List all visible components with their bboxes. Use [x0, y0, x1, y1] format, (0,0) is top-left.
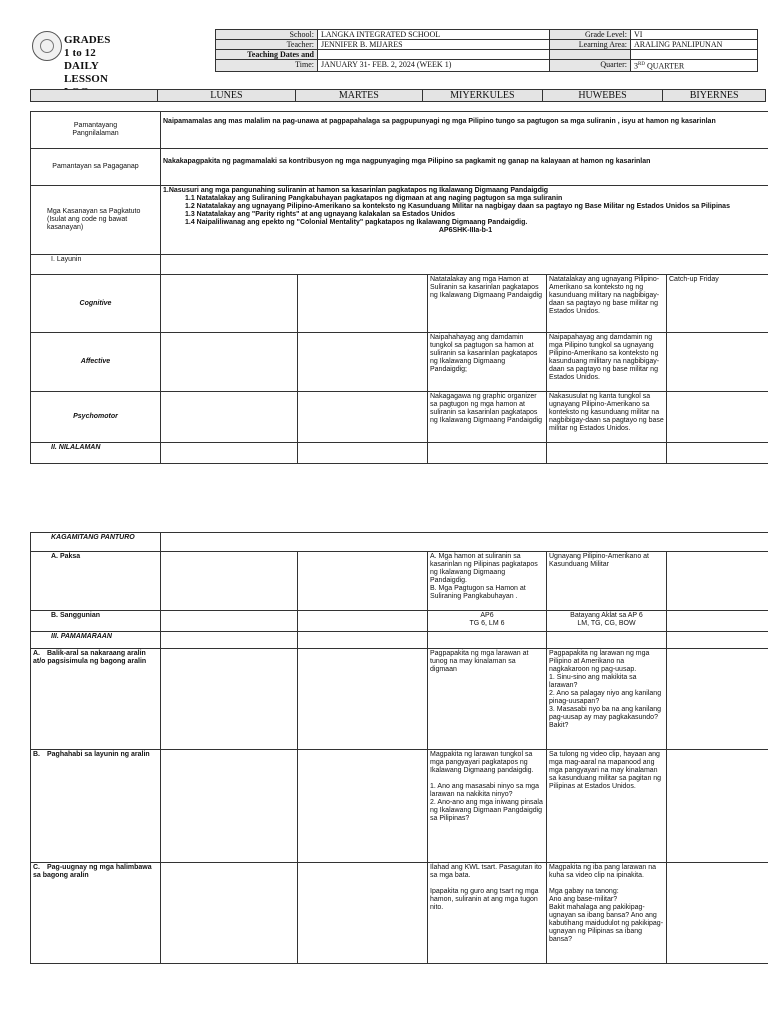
- step-c-miyerkules: Ilahad ang KWL tsart. Pasagutan ito sa mga bata. Ipapakita ng guro ang tsart ng mga hamon, suliranin at ang mga tugon nito.: [428, 863, 547, 964]
- pamamaraan-label: III. PAMAMARAAN: [31, 632, 161, 649]
- paksa-martes: [298, 552, 428, 611]
- cognitive-label: Cognitive: [31, 275, 161, 333]
- content-standard-label: [31, 112, 161, 149]
- step-a-huwebes: Pagpapakita ng larawan ng mga Pilipino at Amerikano na nagkakaroon ng pag-uusap. 1. Sinu-sino ang makikita sa larawan? 2. Ano sa palagay niyo ang kanilang pinag-uusapan? 3. Masasabi nyo ba na ang kanilang pag-uusap ay may pagkakasundo? Bakit?: [547, 649, 667, 750]
- pamamaraan-huwebes: [547, 632, 667, 649]
- content-standard-label-1: Pamantayang: [73, 122, 118, 129]
- psychomotor-miyerkules: Nakagagawa ng graphic organizer sa pagtugon ng mga hamon at suliranin sa kasarinlan pagkatapos ng Ikalawang Digmaang Pandaigdig: [428, 392, 547, 443]
- cognitive-huwebes: Natatalakay ang ugnayang Pilipino-Amerikano sa konteksto ng ng kasunduang military na nagbibigay-daan sa pagtayo ng base militar ng Estados Unidos.: [547, 275, 667, 333]
- area-label: Learning Area:: [550, 40, 631, 50]
- title-line-2: DAILY LESSON: [64, 60, 109, 85]
- day-martes: MARTES: [295, 90, 422, 102]
- step-b-label: [31, 750, 161, 863]
- cognitive-lunes: [161, 275, 298, 333]
- paksa-huwebes: Ugnayang Pilipino-Amerikano at Kasunduang Militar: [547, 552, 667, 611]
- step-a-miyerkules: Pagpapakita ng mga larawan at tunog na may kinalaman sa digmaan: [428, 649, 547, 750]
- step-c-biyernes: [667, 863, 768, 964]
- affective-miyerkules: Naipahahayag ang damdamin tungkol sa pagtugon sa hamon at suliranin sa kasarinlan pagkatapos ng Ikalawang Digmaang Pandaigdig;: [428, 333, 547, 392]
- affective-lunes: [161, 333, 298, 392]
- step-c-huwebes: Magpakita ng iba pang larawan na kuha sa video clip na ipinakita. Mga gabay na tanong: Ano ang base-militar? Bakit mahalaga ang pakikipag-ugnayan sa ibang bansa? Ano ang kabutihang maidudulot ng pakikipag-ugnayan ng Pilipinas sa ibang bansa?: [547, 863, 667, 964]
- content-standard-label-2: Pangnilalaman: [72, 130, 119, 137]
- sanggunian-wed-line-1: AP6: [480, 612, 494, 619]
- nilalaman-label: II. NILALAMAN: [31, 443, 161, 464]
- step-b-huwebes: Sa tulong ng video clip, hayaan ang mga mag-aaral na mapanood ang mga pangyayari na may kinalaman sa kasunduang militar sa pagitan ng Pilipinas at Estados Unidos.: [547, 750, 667, 863]
- psychomotor-martes: [298, 392, 428, 443]
- sanggunian-thu-line-2: LM, TG, CG, BOW: [577, 620, 636, 627]
- title-line-1: GRADES 1 to 12: [64, 34, 111, 59]
- step-c-number: C.: [33, 864, 40, 871]
- affective-label: Affective: [31, 333, 161, 392]
- day-header-blank: [31, 90, 158, 102]
- pamamaraan-miyerkules: [428, 632, 547, 649]
- day-lunes: LUNES: [158, 90, 295, 102]
- competency-item-3: 1.3 Natatalakay ang "Parity rights" at ang ugnayang kalakalan sa Estados Unidos: [185, 211, 456, 218]
- deped-seal-icon: [32, 31, 62, 61]
- quarter-value: [631, 60, 758, 72]
- cognitive-martes: [298, 275, 428, 333]
- nilalaman-martes: [298, 443, 428, 464]
- lesson-grid-top: [30, 111, 768, 464]
- dates-blank: [318, 50, 550, 60]
- nilalaman-huwebes: [547, 443, 667, 464]
- step-a-text: Balik-aral sa nakaraang aralin at/o pagsisimula ng bagong aralin: [33, 650, 147, 665]
- performance-standard-label: Pamantayan sa Pagaganap: [31, 149, 161, 186]
- sanggunian-biyernes: [667, 611, 768, 632]
- cognitive-miyerkules: Natatalakay ang mga Hamon at Suliranin sa kasarinlan pagkatapos ng Ikalawang Digmaang Pandaigdig: [428, 275, 547, 333]
- cognitive-biyernes: Catch-up Friday: [667, 275, 768, 333]
- sanggunian-label: B. Sanggunian: [31, 611, 161, 632]
- competency-item-2: 1.2 Natatalakay ang ugnayang Pilipino-Amerikano sa konteksto ng Kasunduang Militar na nagbigay daan sa pagtayo ng Base Militar ng Estados Unidos sa Pilipinas: [185, 203, 730, 210]
- psychomotor-lunes: [161, 392, 298, 443]
- step-b-martes: [298, 750, 428, 863]
- performance-standard-text: Nakakapagpakita ng pagmamalaki sa kontribusyon ng mga nagpunyaging mga Pilipino sa pagkamit ng ganap na kalayaan at hamon ng kasarinlan: [161, 149, 768, 186]
- paksa-biyernes: [667, 552, 768, 611]
- dates-value: JANUARY 31- FEB. 2, 2024 (WEEK 1): [318, 60, 550, 72]
- layunin-blank: [161, 255, 768, 275]
- quarter-superscript: RD: [638, 62, 645, 67]
- step-c-martes: [298, 863, 428, 964]
- competency-code: AP6SHK-IIIa-b-1: [438, 227, 493, 234]
- day-biyernes: BIYERNES: [663, 90, 766, 102]
- step-c-label: [31, 863, 161, 964]
- nilalaman-lunes: [161, 443, 298, 464]
- psychomotor-label: Psychomotor: [31, 392, 161, 443]
- grade-label: Grade Level:: [550, 30, 631, 40]
- content-standard-text: Naipamamalas ang mas malalim na pag-unawa at pagpapahalaga sa pagpupunyagi ng mga Pilipino tungo sa pagtugon sa mga suliranin , isyu at hamon ng kasarinlan: [161, 112, 768, 149]
- step-c-lunes: [161, 863, 298, 964]
- step-a-biyernes: [667, 649, 768, 750]
- grade-value: VI: [631, 30, 758, 40]
- day-huwebes: HUWEBES: [542, 90, 663, 102]
- step-c-text: Pag-uugnay ng mga halimbawa sa bagong aralin: [33, 864, 152, 879]
- affective-biyernes: [667, 333, 768, 392]
- step-b-text: Paghahabi sa layunin ng aralin: [47, 751, 150, 758]
- pamamaraan-martes: [298, 632, 428, 649]
- psychomotor-huwebes: Nakasusulat ng kanta tungkol sa ugnayang Pilipino-Amerikano sa konteksto ng kasunduang militar na nagbibigay-daan sa pagtayo ng base militar ng Estados Unidos.: [547, 392, 667, 443]
- quarter-number: 3: [634, 61, 638, 71]
- blank-label: [550, 50, 631, 60]
- pamamaraan-biyernes: [667, 632, 768, 649]
- competency-label: Mga Kasanayan sa Pagkatuto (Isulat ang code ng bawat kasanayan): [31, 186, 161, 255]
- step-a-number: A.: [33, 650, 40, 657]
- step-b-biyernes: [667, 750, 768, 863]
- quarter-label: Quarter:: [550, 60, 631, 72]
- lesson-grid-bottom: [30, 532, 768, 964]
- dates-label-1: Teaching Dates and: [216, 50, 318, 60]
- info-table: [215, 29, 758, 72]
- psychomotor-biyernes: [667, 392, 768, 443]
- paksa-label: A. Paksa: [31, 552, 161, 611]
- affective-huwebes: Naipapahayag ang damdamin ng mga Pilipino tungkol sa ugnayang Pilipino-Amerikano sa konteksto ng kasunduang military na nagbibigay-daan sa pagtayo ng base militar ng Estados Unidos.: [547, 333, 667, 392]
- sanggunian-martes: [298, 611, 428, 632]
- layunin-label: I. Layunin: [31, 255, 161, 275]
- quarter-word: QUARTER: [646, 61, 685, 71]
- step-b-lunes: [161, 750, 298, 863]
- competency-main: 1.Nasusuri ang mga pangunahing suliranin at hamon sa kasarinlan pagkatapos ng Ikalawang Digmaang Pandaigdig: [163, 187, 549, 194]
- sanggunian-thu-line-1: Batayang Aklat sa AP 6: [570, 612, 643, 619]
- school-value: LANGKA INTEGRATED SCHOOL: [318, 30, 550, 40]
- step-a-martes: [298, 649, 428, 750]
- area-value: ARALING PANLIPUNAN: [631, 40, 758, 50]
- competency-item-4: 1.4 Naipaliliwanag ang epekto ng "Colonial Mentality" pagkatapos ng Ikalawang Digmaang Pandaigdig.: [185, 219, 528, 226]
- competency-item-1: 1.1 Natatalakay ang Suliraning Pangkabuhayan pagkatapos ng digmaan at ang naging pagtugon sa mga suliranin: [185, 195, 563, 202]
- dates-label-2: Time:: [216, 60, 318, 72]
- kagamitan-blank: [161, 533, 768, 552]
- school-label: School:: [216, 30, 318, 40]
- paksa-miyerkules: A. Mga hamon at suliranin sa kasarinlan ng Pilipinas pagkatapos ng Ikalawang Digmaang Pandaigdig. B. Mga Pagtugon sa Hamon at Suliraning Pangkabuhayan .: [428, 552, 547, 611]
- sanggunian-miyerkules: [428, 611, 547, 632]
- blank-value: [631, 50, 758, 60]
- step-b-miyerkules: Magpakita ng larawan tungkol sa mga pangyayari pagkatapos ng Ikalawang Digmaang pandaigdig. 1. Ano ang masasabi ninyo sa mga larawan na nakikita ninyo? 2. Ano-ano ang mga iniwang pinsala ng Ikalawang Digmaan Pangdaigdig sa Pilipinas?: [428, 750, 547, 863]
- affective-martes: [298, 333, 428, 392]
- teacher-label: Teacher:: [216, 40, 318, 50]
- kagamitan-label: KAGAMITANG PANTURO: [31, 533, 161, 552]
- pamamaraan-lunes: [161, 632, 298, 649]
- sanggunian-wed-line-2: TG 6, LM 6: [469, 620, 505, 627]
- day-header-row: [30, 89, 766, 102]
- nilalaman-biyernes: [667, 443, 768, 464]
- sanggunian-lunes: [161, 611, 298, 632]
- sanggunian-huwebes: [547, 611, 667, 632]
- step-a-label: [31, 649, 161, 750]
- nilalaman-miyerkules: [428, 443, 547, 464]
- paksa-lunes: [161, 552, 298, 611]
- step-a-lunes: [161, 649, 298, 750]
- teacher-value: JENNIFER B. MIJARES: [318, 40, 550, 50]
- step-b-number: B.: [33, 751, 40, 758]
- day-miyerkules: MIYERKULES: [423, 90, 543, 102]
- competency-cell: [161, 186, 768, 255]
